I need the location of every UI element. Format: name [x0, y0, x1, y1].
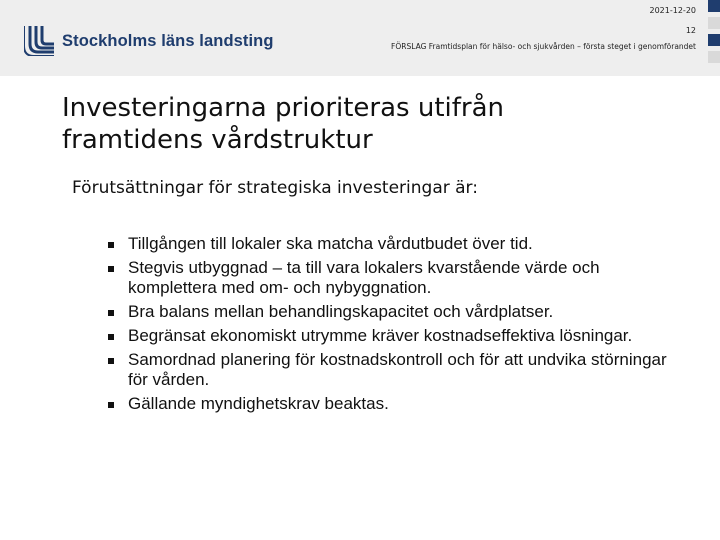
bullet-marker-icon [108, 242, 114, 248]
bullet-text: Tillgången till lokaler ska matcha vårdutbudet över tid. [128, 234, 533, 253]
bullet-item [108, 258, 668, 298]
slide-title: Investeringarna prioriteras utifrån framtidens vårdstruktur [62, 93, 505, 155]
org-logo [24, 24, 274, 58]
slide-date: 2021-12-20 [649, 6, 696, 15]
bullet-text: Gällande myndighetskrav beaktas. [128, 394, 389, 413]
bullet-item [108, 302, 668, 322]
bullet-marker-icon [108, 310, 114, 316]
bullet-item [108, 326, 668, 346]
bullet-item [108, 394, 668, 414]
bullet-text: Samordnad planering för kostnadskontroll och för att undvika störningar för vården. [128, 350, 667, 389]
bullet-item [108, 234, 668, 254]
sll-logo-icon [24, 26, 56, 56]
bullet-item [108, 350, 668, 390]
bullet-text: Begränsat ekonomiskt utrymme kräver kostnadseffektiva lösningar. [128, 326, 633, 345]
bullet-marker-icon [108, 402, 114, 408]
decorative-squares [706, 0, 720, 68]
square-light [708, 17, 720, 29]
bullet-text: Bra balans mellan behandlingskapacitet och vårdplatser. [128, 302, 554, 321]
page-number: 12 [685, 26, 696, 35]
bullet-marker-icon [108, 266, 114, 272]
slide-subtitle: Förutsättningar för strategiska investeringar är: [72, 178, 478, 198]
header-band [0, 0, 720, 76]
document-label: FÖRSLAG Framtidsplan för hälso- och sjukvården – första steget i genomförandet [391, 42, 696, 51]
bullet-marker-icon [108, 358, 114, 364]
square-dark [708, 34, 720, 46]
bullet-text: Stegvis utbyggnad – ta till vara lokalers kvarstående värde och komplettera med om- och nybyggnation. [128, 258, 600, 297]
square-dark [708, 0, 720, 12]
bullet-marker-icon [108, 334, 114, 340]
bullet-list [108, 234, 668, 418]
square-light [708, 51, 720, 63]
org-name: Stockholms läns landsting [62, 31, 274, 50]
